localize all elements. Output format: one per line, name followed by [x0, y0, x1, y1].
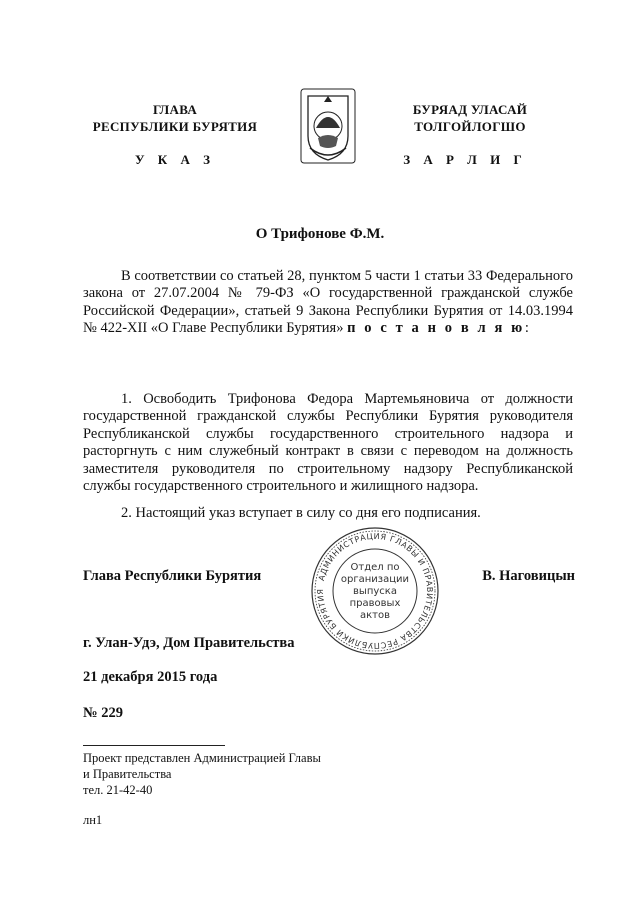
decree-item-1: 1. Освободить Трифонова Федора Мартемьяновича от должности государственной гражданской службы Республики Бурятия руководителя Республиканской службы государственного строительного надзора и расторгнуть с ним служебный контракт в связи с переводом на должность заместителя руководителя по строительному надзору Республиканской службы государственного строительного и жилищного надзора.: [83, 391, 573, 495]
footer-divider: [83, 745, 225, 746]
footer-note: [83, 750, 321, 798]
header-left-line1: ГЛАВА: [152, 102, 198, 117]
official-stamp: [310, 526, 440, 656]
footer-code: лн1: [83, 813, 103, 827]
decree-suffix: :: [524, 320, 529, 337]
preamble-paragraph: [83, 268, 573, 338]
decree-item-2: 2. Настоящий указ вступает в силу со дня его подписания.: [121, 505, 481, 521]
header-left-doc-type: У К А З: [135, 152, 215, 167]
stamp-center-line-3: выпуска: [353, 586, 397, 597]
coat-of-arms-emblem: [300, 88, 356, 164]
place: г. Улан-Удэ, Дом Правительства: [83, 635, 295, 651]
header-right-line1: БУРЯАД УЛАСАЙ: [412, 102, 528, 117]
preamble-text: В соответствии со статьей 28, пунктом 5 части 1 статьи 33 Федерального закона от 27.07.2004 № 79-ФЗ «О государственной гражданской службе Российской Федерации», статьей 9 Закона Республики Бурятия от 14.03.1994 № 422-XII «О Главе Республики Бурятия»: [83, 268, 573, 337]
decree-word: п о с т а н о в л я ю: [347, 320, 525, 337]
stamp-seal-icon: [310, 526, 440, 656]
stamp-ring-text: АДМИНИСТРАЦИЯ ГЛАВЫ И ПРАВИТЕЛЬСТВА РЕСПУБЛИКИ БУРЯТИЯ: [315, 531, 435, 651]
stamp-center-line-5: актов: [359, 610, 391, 621]
header-right-line2: ТОЛГОЙЛОГШО: [414, 119, 526, 134]
document-title: О Трифонове Ф.М.: [255, 226, 385, 242]
header-right-doc-type: З А Р Л И Г: [403, 152, 527, 167]
document-number: № 229: [83, 705, 123, 721]
header-left-line2: РЕСПУБЛИКИ БУРЯТИЯ: [92, 119, 258, 134]
footer-line-3: тел. 21-42-40: [83, 783, 153, 797]
stamp-center-line-1: Отдел по: [350, 562, 400, 573]
date: 21 декабря 2015 года: [83, 669, 218, 685]
stamp-center-line-4: правовых: [349, 598, 401, 609]
signature-position: Глава Республики Бурятия: [83, 568, 262, 584]
signature-name: В. Наговицын: [482, 568, 575, 584]
header-left: [70, 101, 280, 135]
stamp-center-line-2: организации: [340, 574, 410, 585]
header-right: [365, 101, 575, 135]
footer-line-2: и Правительства: [83, 767, 172, 781]
coat-of-arms-icon: [300, 88, 356, 164]
footer-line-1: Проект представлен Администрацией Главы: [83, 751, 321, 765]
